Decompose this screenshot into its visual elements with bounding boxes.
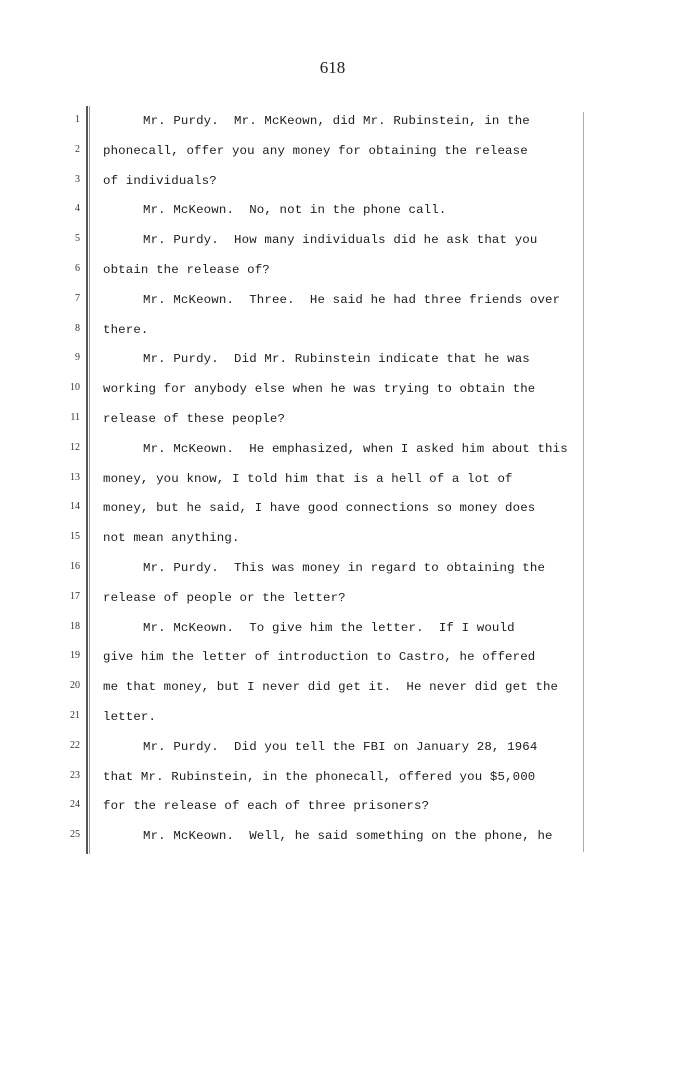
transcript-line: Mr. Purdy. Did you tell the FBI on January 28, 1964 bbox=[143, 739, 538, 754]
transcript-line: Mr. McKeown. Three. He said he had three friends over bbox=[143, 292, 561, 307]
line-number: 2 bbox=[75, 143, 80, 155]
transcript-line: give him the letter of introduction to Castro, he offered bbox=[103, 650, 536, 665]
transcript-line: Mr. Purdy. Mr. McKeown, did Mr. Rubinstein, in the bbox=[143, 114, 530, 128]
line-number: 17 bbox=[70, 590, 80, 602]
line-number: 3 bbox=[75, 173, 80, 185]
line-number: 22 bbox=[70, 739, 80, 751]
line-number: 8 bbox=[75, 322, 80, 334]
page-number: 618 bbox=[319, 58, 346, 77]
transcript-line: there. bbox=[103, 322, 149, 337]
line-number: 14 bbox=[70, 501, 80, 513]
transcript-line: release of people or the letter? bbox=[103, 590, 346, 605]
line-number: 5 bbox=[75, 233, 80, 245]
left-margin-rule-inner bbox=[89, 106, 90, 854]
line-number: 21 bbox=[70, 710, 80, 721]
transcript-line: money, you know, I told him that is a hell of a lot of bbox=[103, 471, 513, 486]
line-number: 11 bbox=[70, 412, 80, 423]
line-number: 4 bbox=[75, 203, 80, 215]
line-number: 16 bbox=[70, 561, 80, 572]
line-number: 13 bbox=[70, 471, 80, 483]
right-margin-rule bbox=[583, 112, 584, 852]
transcript-line: release of these people? bbox=[103, 412, 286, 426]
transcript-line: Mr. Purdy. This was money in regard to obtaining the bbox=[143, 561, 546, 575]
transcript-line: for the release of each of three prisoners? bbox=[103, 799, 430, 814]
line-number: 15 bbox=[70, 531, 80, 543]
transcript-line: obtain the release of? bbox=[103, 263, 270, 277]
transcript-line: Mr. McKeown. No, not in the phone call. bbox=[143, 203, 447, 218]
line-number: 25 bbox=[70, 829, 80, 841]
transcript-line: Mr. Purdy. How many individuals did he ask that you bbox=[143, 233, 538, 248]
line-number: 10 bbox=[70, 382, 80, 394]
line-number: 20 bbox=[70, 680, 80, 692]
transcript-line: phonecall, offer you any money for obtaining the release bbox=[103, 143, 528, 158]
line-number: 9 bbox=[75, 352, 80, 364]
transcript-line: working for anybody else when he was trying to obtain the bbox=[103, 382, 536, 397]
transcript-line: Mr. McKeown. Well, he said something on the phone, he bbox=[143, 829, 553, 844]
line-number: 12 bbox=[70, 441, 80, 453]
transcript-line: of individuals? bbox=[103, 173, 217, 188]
transcript-line: money, but he said, I have good connections so money does bbox=[103, 501, 536, 516]
line-number: 6 bbox=[75, 263, 80, 274]
line-number: 19 bbox=[70, 650, 80, 662]
line-number: 7 bbox=[75, 292, 80, 304]
transcript-line: me that money, but I never did get it. He never did get the bbox=[103, 680, 559, 695]
transcript-line: Mr. Purdy. Did Mr. Rubinstein indicate that he was bbox=[143, 352, 530, 367]
line-number: 18 bbox=[70, 620, 80, 632]
line-number: 23 bbox=[70, 769, 80, 781]
transcript-line: letter. bbox=[103, 710, 157, 724]
line-number: 24 bbox=[70, 799, 80, 811]
transcript-line: that Mr. Rubinstein, in the phonecall, offered you $5,000 bbox=[103, 769, 536, 784]
transcript-line: Mr. McKeown. To give him the letter. If I would bbox=[143, 620, 515, 635]
left-margin-rule bbox=[86, 106, 88, 854]
transcript-line: Mr. McKeown. He emphasized, when I asked him about this bbox=[143, 441, 568, 456]
line-number: 1 bbox=[75, 114, 80, 125]
transcript-line: not mean anything. bbox=[103, 531, 240, 546]
